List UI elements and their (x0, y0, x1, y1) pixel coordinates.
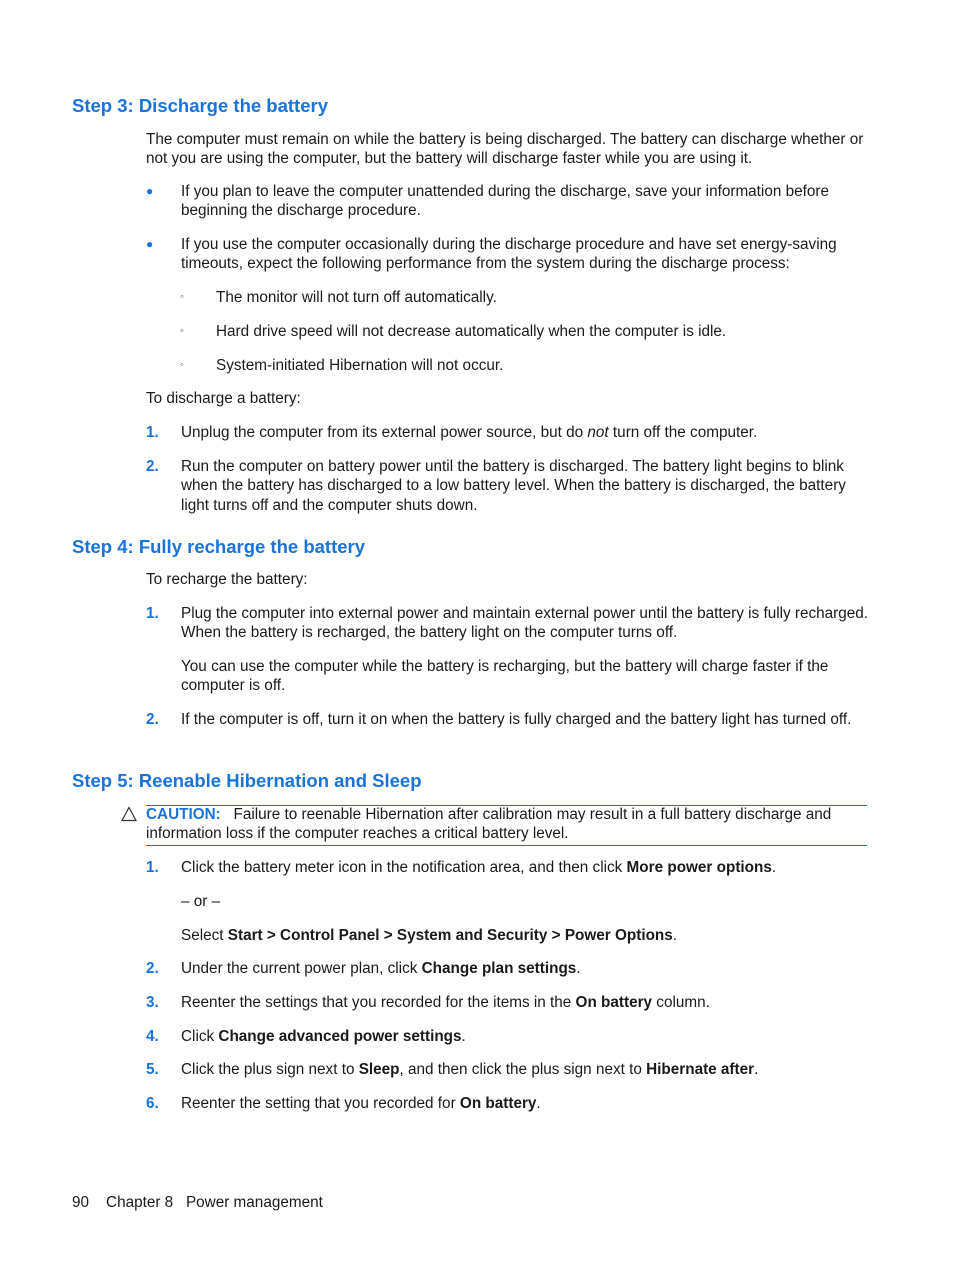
step-number: 3. (146, 994, 159, 1011)
bullet-icon: ● (146, 184, 154, 198)
chapter-label: Chapter 8 (106, 1194, 174, 1211)
step-number: 2. (146, 711, 159, 728)
step4-intro: To recharge the battery: (146, 571, 308, 588)
heading-step-5: Step 5: Reenable Hibernation and Sleep (72, 770, 422, 791)
step3-sub-bullet-3: System-initiated Hibernation will not occur. (216, 357, 504, 374)
step4-item-2: If the computer is off, turn it on when the battery is fully charged and the battery light has turned off. (181, 711, 852, 728)
step3-to-discharge: To discharge a battery: (146, 390, 301, 407)
step3-item-2: Run the computer on battery power until the battery is discharged. The battery light begins to blink when the battery has discharged to a low battery level. When the battery is discharged, the battery light turns off and the computer shuts down. (181, 458, 846, 514)
step-number: 4. (146, 1028, 159, 1045)
step3-sub-bullet-2: Hard drive speed will not decrease automatically when the computer is idle. (216, 323, 727, 340)
step3-intro: The computer must remain on while the battery is being discharged. The battery can discharge whether or not you are using the computer, but the battery will discharge faster while you are using it. (146, 131, 864, 168)
sub-bullet-icon: ◦ (180, 359, 184, 371)
bullet-icon: ● (146, 237, 154, 251)
step5-item-5: Click the plus sign next to Sleep, and then click the plus sign next to Hibernate after. (181, 1061, 759, 1078)
step5-item-1: Click the battery meter icon in the notification area, and then click More power options. (181, 859, 777, 876)
step-number: 6. (146, 1095, 159, 1112)
step-number: 5. (146, 1061, 159, 1078)
page-footer (72, 1193, 323, 1212)
step3-bullet-1: If you plan to leave the computer unattended during the discharge, save your information before beginning the discharge procedure. (181, 183, 829, 220)
step5-or: – or – (181, 893, 221, 910)
step5-select-path: Select Start > Control Panel > System and Security > Power Options. (181, 927, 678, 944)
step5-item-3: Reenter the settings that you recorded for the items in the On battery column. (181, 994, 710, 1011)
step4-item-1-note: You can use the computer while the battery is recharging, but the battery will charge faster if the computer is off. (181, 658, 829, 695)
step-number: 1. (146, 424, 159, 441)
step5-item-4: Click Change advanced power settings. (181, 1028, 466, 1045)
sub-bullet-icon: ◦ (180, 325, 184, 337)
step4-item-1: Plug the computer into external power and maintain external power until the battery is fully recharged. When the battery is recharged, the battery light on the computer turns off. (181, 605, 869, 642)
step5-item-6: Reenter the setting that you recorded for On battery. (181, 1095, 541, 1112)
sub-bullet-icon: ◦ (180, 291, 184, 303)
caution-text: CAUTION: Failure to reenable Hibernation after calibration may result in a full battery discharge and information loss if the computer reaches a critical battery level. (146, 806, 832, 843)
heading-step-3: Step 3: Discharge the battery (72, 95, 328, 116)
step3-sub-bullet-1: The monitor will not turn off automatically. (216, 289, 497, 306)
step3-item-1: Unplug the computer from its external power source, but do not turn off the computer. (181, 424, 758, 441)
step5-item-2: Under the current power plan, click Change plan settings. (181, 960, 581, 977)
step-number: 2. (146, 960, 159, 977)
heading-step-4: Step 4: Fully recharge the battery (72, 536, 366, 557)
step3-bullet-2: If you use the computer occasionally during the discharge procedure and have set energy-saving timeouts, expect the following performance from the system during the discharge process: (181, 236, 837, 273)
page-number: 90 (72, 1194, 90, 1211)
step-number: 1. (146, 605, 159, 622)
caution-triangle-icon (121, 806, 137, 822)
step-number: 1. (146, 859, 159, 876)
step-number: 2. (146, 458, 159, 475)
chapter-title: Power management (185, 1194, 323, 1211)
